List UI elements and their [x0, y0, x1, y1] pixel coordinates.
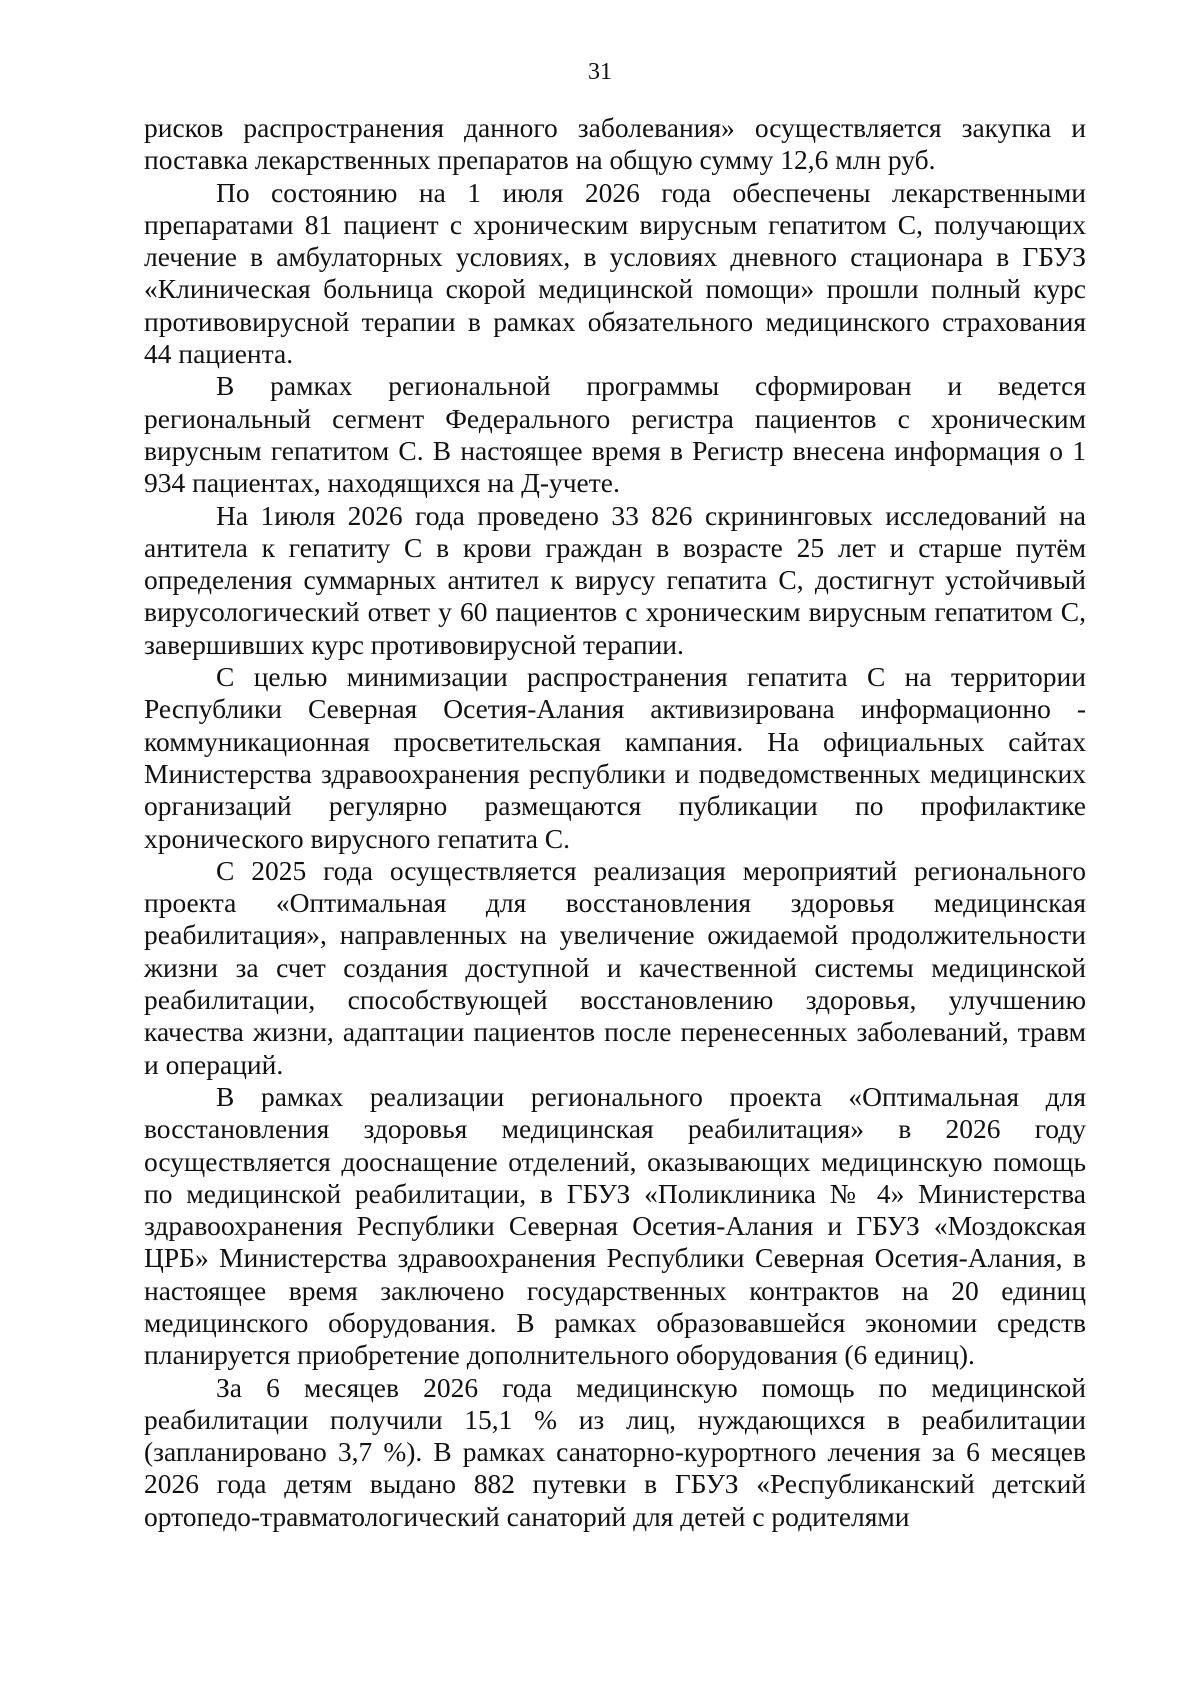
paragraph: По состоянию на 1 июля 2026 года обеспечены лекарственными препаратами 81 пациент с хроническим вирусным гепатитом С, получающих лечение в амбулаторных условиях, в условиях дневного стационара в ГБУЗ «Клиническая больница скорой медицинской помощи» прошли полный курс противовирусной терапии в рамках обязательного медицинского страхования 44 пациента. [144, 176, 1086, 370]
paragraph: В рамках региональной программы сформирован и ведется региональный сегмент Федерального регистра пациентов с хроническим вирусным гепатитом С. В настоящее время в Регистр внесена информация о 1 934 пациентах, находящихся на Д-учете. [144, 370, 1086, 499]
paragraph: На 1июля 2026 года проведено 33 826 скрининговых исследований на антитела к гепатиту С в крови граждан в возрасте 25 лет и старше путём определения суммарных антител к вирусу гепатита С, достигнут устойчивый вирусологический ответ у 60 пациентов с хроническим вирусным гепатитом С, завершивших курс противовирусной терапии. [144, 499, 1086, 660]
paragraph: С 2025 года осуществляется реализация мероприятий регионального проекта «Оптимальная для восстановления здоровья медицинская реабилитация», направленных на увеличение ожидаемой продолжительности жизни за счет создания доступной и качественной системы медицинской реабилитации, способствующей восстановлению здоровья, улучшению качества жизни, адаптации пациентов после перенесенных заболеваний, травм и операций. [144, 854, 1086, 1080]
page-number: 31 [588, 59, 612, 85]
paragraph: В рамках реализации регионального проекта «Оптимальная для восстановления здоровья медицинская реабилитация» в 2026 году осуществляется дооснащение отделений, оказывающих медицинскую помощь по медицинской реабилитации, в ГБУЗ «Поликлиника № 4» Министерства здравоохранения Республики Северная Осетия-Алания и ГБУЗ «Моздокская ЦРБ» Министерства здравоохранения Республики Северная Осетия-Алания, в настоящее время заключено государственных контрактов на 20 единиц медицинского оборудования. В рамках образовавшейся экономии средств планируется приобретение дополнительного оборудования (6 единиц). [144, 1080, 1086, 1371]
document-body [144, 112, 1086, 1533]
paragraph: С целью минимизации распространения гепатита С на территории Республики Северная Осетия-Алания активизирована информационно - коммуникационная просветительская кампания. На официальных сайтах Министерства здравоохранения республики и подведомственных медицинских организаций регулярно размещаются публикации по профилактике хронического вирусного гепатита С. [144, 661, 1086, 854]
paragraph: За 6 месяцев 2026 года медицинскую помощь по медицинской реабилитации получили 15,1 % из лиц, нуждающихся в реабилитации (запланировано 3,7 %). В рамках санаторно-курортного лечения за 6 месяцев 2026 года детям выдано 882 путевки в ГБУЗ «Республиканский детский ортопедо-травматологический санаторий для детей с родителями [144, 1371, 1086, 1532]
paragraph: рисков распространения данного заболевания» осуществляется закупка и поставка лекарственных препаратов на общую сумму 12,6 млн руб. [144, 112, 1086, 176]
